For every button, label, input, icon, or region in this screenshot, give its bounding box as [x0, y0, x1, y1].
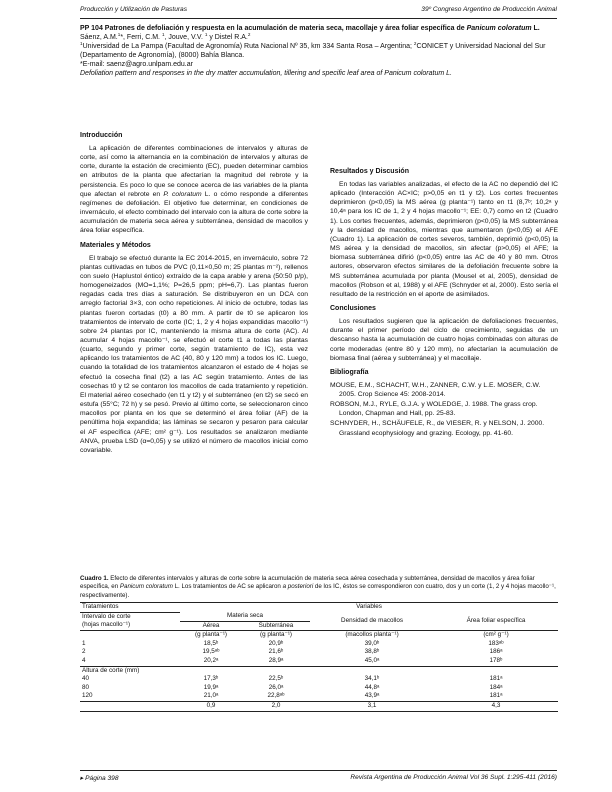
conclusions-heading: Conclusiones: [330, 305, 376, 313]
table-caption: Cuadro 1. Efecto de diferentes intervalos y alturas de corte sobre la acumulación de materia seca aérea cosechada y subterránea, densidad de macollos y área foliar específica, en Panicum coloratum L. Los tratamientos de AC se aplicaron a posteriori de los IC, éstos se correspondieron con cuatro, dos y un corte (1, 2 y 4 hojas macollo⁻¹, respectivamente).: [80, 575, 556, 599]
standard-error-row: 0,9 2,0 3,1 4,3: [80, 702, 558, 712]
bibliography-heading: Bibliografía: [330, 368, 369, 376]
col-belowground: Subterránea: [258, 621, 294, 629]
results-paragraph: En todas las variables analizadas, el efecto de la AC no dependió del IC aplicado (Interacción AC×IC; p>0,05 en t1 y t2). Los cortes frecuentes deprimieron (p<0,05) la MS aérea (g planta⁻¹) tanto en t1 (8,7ᵇ; 10,2ᵃ y 10,4ᵃ para los IC de 1, 2 y 4 hojas macollo⁻¹; EE: 0,7) como en t2 (Cuadro 1). Los cortes frecuentes, además, deprimieron (p<0,05) la MS subterránea y la densidad de macollos, mientras que aumentaron (p<0,05) el AFE (Cuadro 1). La aplicación de cortes severos, también, deprimió (p<0,05) la MS aérea y la densidad de macollos, sin afectar (p>0,05) el AFE; la biomasa subterránea difirió (p<0,05) entre las AC de 40 y 80 mm. Otros autores, observaron efectos similares de la defoliación frecuente sobre la MS subterránea acumulada por planta (Mousel et al, 2005), densidad de macollos (Robson et al, 1988) y el AFE (Schnyder et al, 2000). Esto sería el resultado de la restricción en el aporte de asimilados.: [330, 181, 558, 298]
left-column: [80, 131, 308, 460]
page-number: ▸ Página 398: [80, 775, 119, 782]
cut-height-label: Altura de corte (mm): [82, 666, 140, 674]
results-heading: Resultados y Discusión: [330, 168, 409, 175]
title-block: [80, 24, 558, 79]
header-section: Producción y Utilización de Pasturas: [80, 6, 188, 13]
intro-heading: Introducción: [80, 132, 123, 139]
english-title: Defoliation pattern and responses in the dry matter accumulation, tillering and specific leaf area of Panicum coloratum L.: [80, 70, 452, 78]
unit: (g planta⁻¹): [194, 631, 228, 639]
right-column: [330, 131, 558, 439]
header-congress: 39º Congreso Argentino de Producción Animal: [421, 6, 557, 13]
reference: ROBSON, M.J., RYLE, G.J.A. y WOLEDGE, J. 1988. The grass crop. London, Chapman and Hall, pp. 25-83.: [330, 401, 538, 418]
intro-paragraph: La aplicación de diferentes combinaciones de intervalos y alturas de corte, así como la alternancia en la combinación de intervalos y alturas de corte, durante la estación de crecimiento (EC), pueden determinar cambios en atributos de la planta que afectarían la magnitud del rebrote y la persistencia. Es poco lo que se conoce acerca de las variables de la planta que afectan el rebrote en P. coloratum L. o cómo responde a diferentes regímenes de defoliación. El objetivo fue determinar, en condiciones de invernáculo, el efecto combinado del intervalo con la altura de corte sobre la acumulación de materia seca aérea y subterránea, densidad de macollos y área foliar específica.: [80, 145, 308, 235]
col-dry-matter: Materia seca: [180, 612, 310, 621]
units-row: [80, 631, 558, 640]
methods-heading: Materiales y Métodos: [80, 241, 151, 249]
col-interval: Intervalo de corte: [82, 612, 131, 620]
col-tiller-density: Densidad de macollos: [341, 616, 403, 624]
table-row: 120 21,0ᵃ 22,8ᵃᵇ 43,9ᵃ 181ᵃ: [82, 692, 503, 700]
unit: (g planta⁻¹): [259, 631, 293, 639]
journal-citation: Revista Argentina de Producción Animal Vol 36 Supl. 1:295-411 (2016): [350, 774, 557, 781]
running-footer: [80, 774, 557, 782]
col-variables: Variables: [356, 603, 382, 611]
col-aerial: Aérea: [202, 621, 220, 629]
running-header: [80, 6, 557, 18]
table-header-row: [80, 612, 558, 621]
authors: Sáenz, A.M.$^1$*, Ferri, C.M. $^1$, Jouve, V.V. $^1$ y Distel R.A.$^2$: [80, 32, 251, 42]
reference: MOUSE, E.M., SCHACHT, W.H., ZANNER, C.W. y L.E. MOSER, C.W. 2005. Crop Science 45: 2008-2014.: [330, 381, 541, 398]
col-sla: Área foliar específica: [466, 616, 526, 624]
col-treatments: Tratamientos: [80, 603, 180, 613]
methods-paragraph: El trabajo se efectuó durante la EC 2014-2015, en invernáculo, sobre 72 plantas cultivadas en tubos de PVC (0,11×0,50 m; 25 plantas m⁻²), rellenos con suelo (Haplustol éntico) extraído de la capa arable y arena (50:50 p/p), homogeneizados (MO=1,1%; P=26,5 ppm; pH=6,7). Las plantas fueron regadas cada tres días a saturación. Se distribuyeron en un DCA con arreglo factorial 3×3, con ocho repeticiones. Al inicio de octubre, todas las plantas fueron cortadas (t0) a 80 mm. A partir de t0 se aplicaron los tratamientos de intervalo de corte (IC; 1, 2 y 4 hojas expandidas macollo⁻¹) sobre 24 plantas por IC, manteniendo la misma altura de corte (AC). Al acumular 4 hojas macollo⁻¹, se efectuó el corte t1 a todas las plantas (cuarto, segundo y primer corte, según tratamiento de IC), esta vez aplicando los tratamientos de AC (40, 80 y 120 mm) a todos los IC. Luego, cuando la totalidad de los tratamientos alcanzaron el estado de 4 hojas se efectuó la cosecha final (t2) a las AC según tratamiento. Antes de las cosechas t0 y t2 se contaron los macollos de cada tratamiento y repetición. El material aéreo cosechado (en t1 y t2) y el subterráneo (en t2) se secó en estufa (55°C; 72 h) y se pesó. Previo al último corte, se seleccionaron cinco macollos por planta en los que se determinó el área foliar (AF) de la penúltima hoja expandida; las láminas se secaron y pesaron para calcular el AF específica (AFE; cm² g⁻¹). Los resultados se analizaron mediante ANVA, prueba LSD (α=0,05) y se utilizó el número de macollos inicial como covariable.: [80, 254, 308, 454]
conclusions-paragraph: Los resultados sugieren que la aplicación de defoliaciones frecuentes, durante el primer período del ciclo de crecimiento, seguidas de un descanso hasta la acumulación de cuatro hojas combinadas con alturas de corte moderadas (entre 80 y 120 mm), no afectarían la acumulación de biomasa final (aérea y subterránea) y el macollaje.: [330, 318, 558, 362]
reference: SCHNYDER, H., SCHÄUFELE, R., de VIESER, R. y NELSON, J. 2000. Grassland ecophysiology and grazing. Ecology, pp. 41-60.: [330, 420, 545, 437]
results-table: [80, 602, 558, 712]
col-interval-unit: (hojas macollo⁻¹): [82, 621, 131, 629]
table-row: 80 19,9ᵃ 26,0ᵃ 44,8ᵃ 184ᵃ: [82, 683, 503, 691]
header-rule: [80, 18, 557, 19]
unit: (macollos planta⁻¹): [345, 631, 399, 639]
table-row: 40 17,3ᵇ 22,5ᵇ 34,1ᵇ 181ᵃ: [82, 675, 503, 683]
table-row: 1 18,5ᵇ 20,9ᵇ 39,0ᵇ 183ᵃᵇ: [82, 639, 504, 647]
footer-rule: [80, 770, 557, 771]
paper-title: PP 104 Patrones de defoliación y respuesta en la acumulación de materia seca, macollaje y área foliar específica de Panicum coloratum L.: [80, 25, 540, 32]
table-row: 4 20,2ᵃ 28,9ᵃ 45,0ᵃ 178ᵇ: [82, 657, 503, 665]
email: *E-mail: saenz@agro.unlpam.edu.ar: [80, 61, 193, 69]
affiliations: $^1$Universidad de La Pampa (Facultad de Agronomía) Ruta Nacional Nº 35, km 334 Santa Rosa – Argentina; $^2$CONICET y Universidad Nacional del Sur (Departamento de Agronomía), (8000) Bahía Blanca.: [80, 41, 546, 60]
unit: (cm² g⁻¹): [483, 631, 509, 639]
section-row: [80, 666, 558, 675]
table-row: 2 19,5ᵃᵇ 21,6ᵇ 38,8ᵇ 186ᵃ: [82, 648, 503, 656]
table-header-row: [80, 603, 558, 613]
methods-continuation-space: [330, 131, 558, 167]
